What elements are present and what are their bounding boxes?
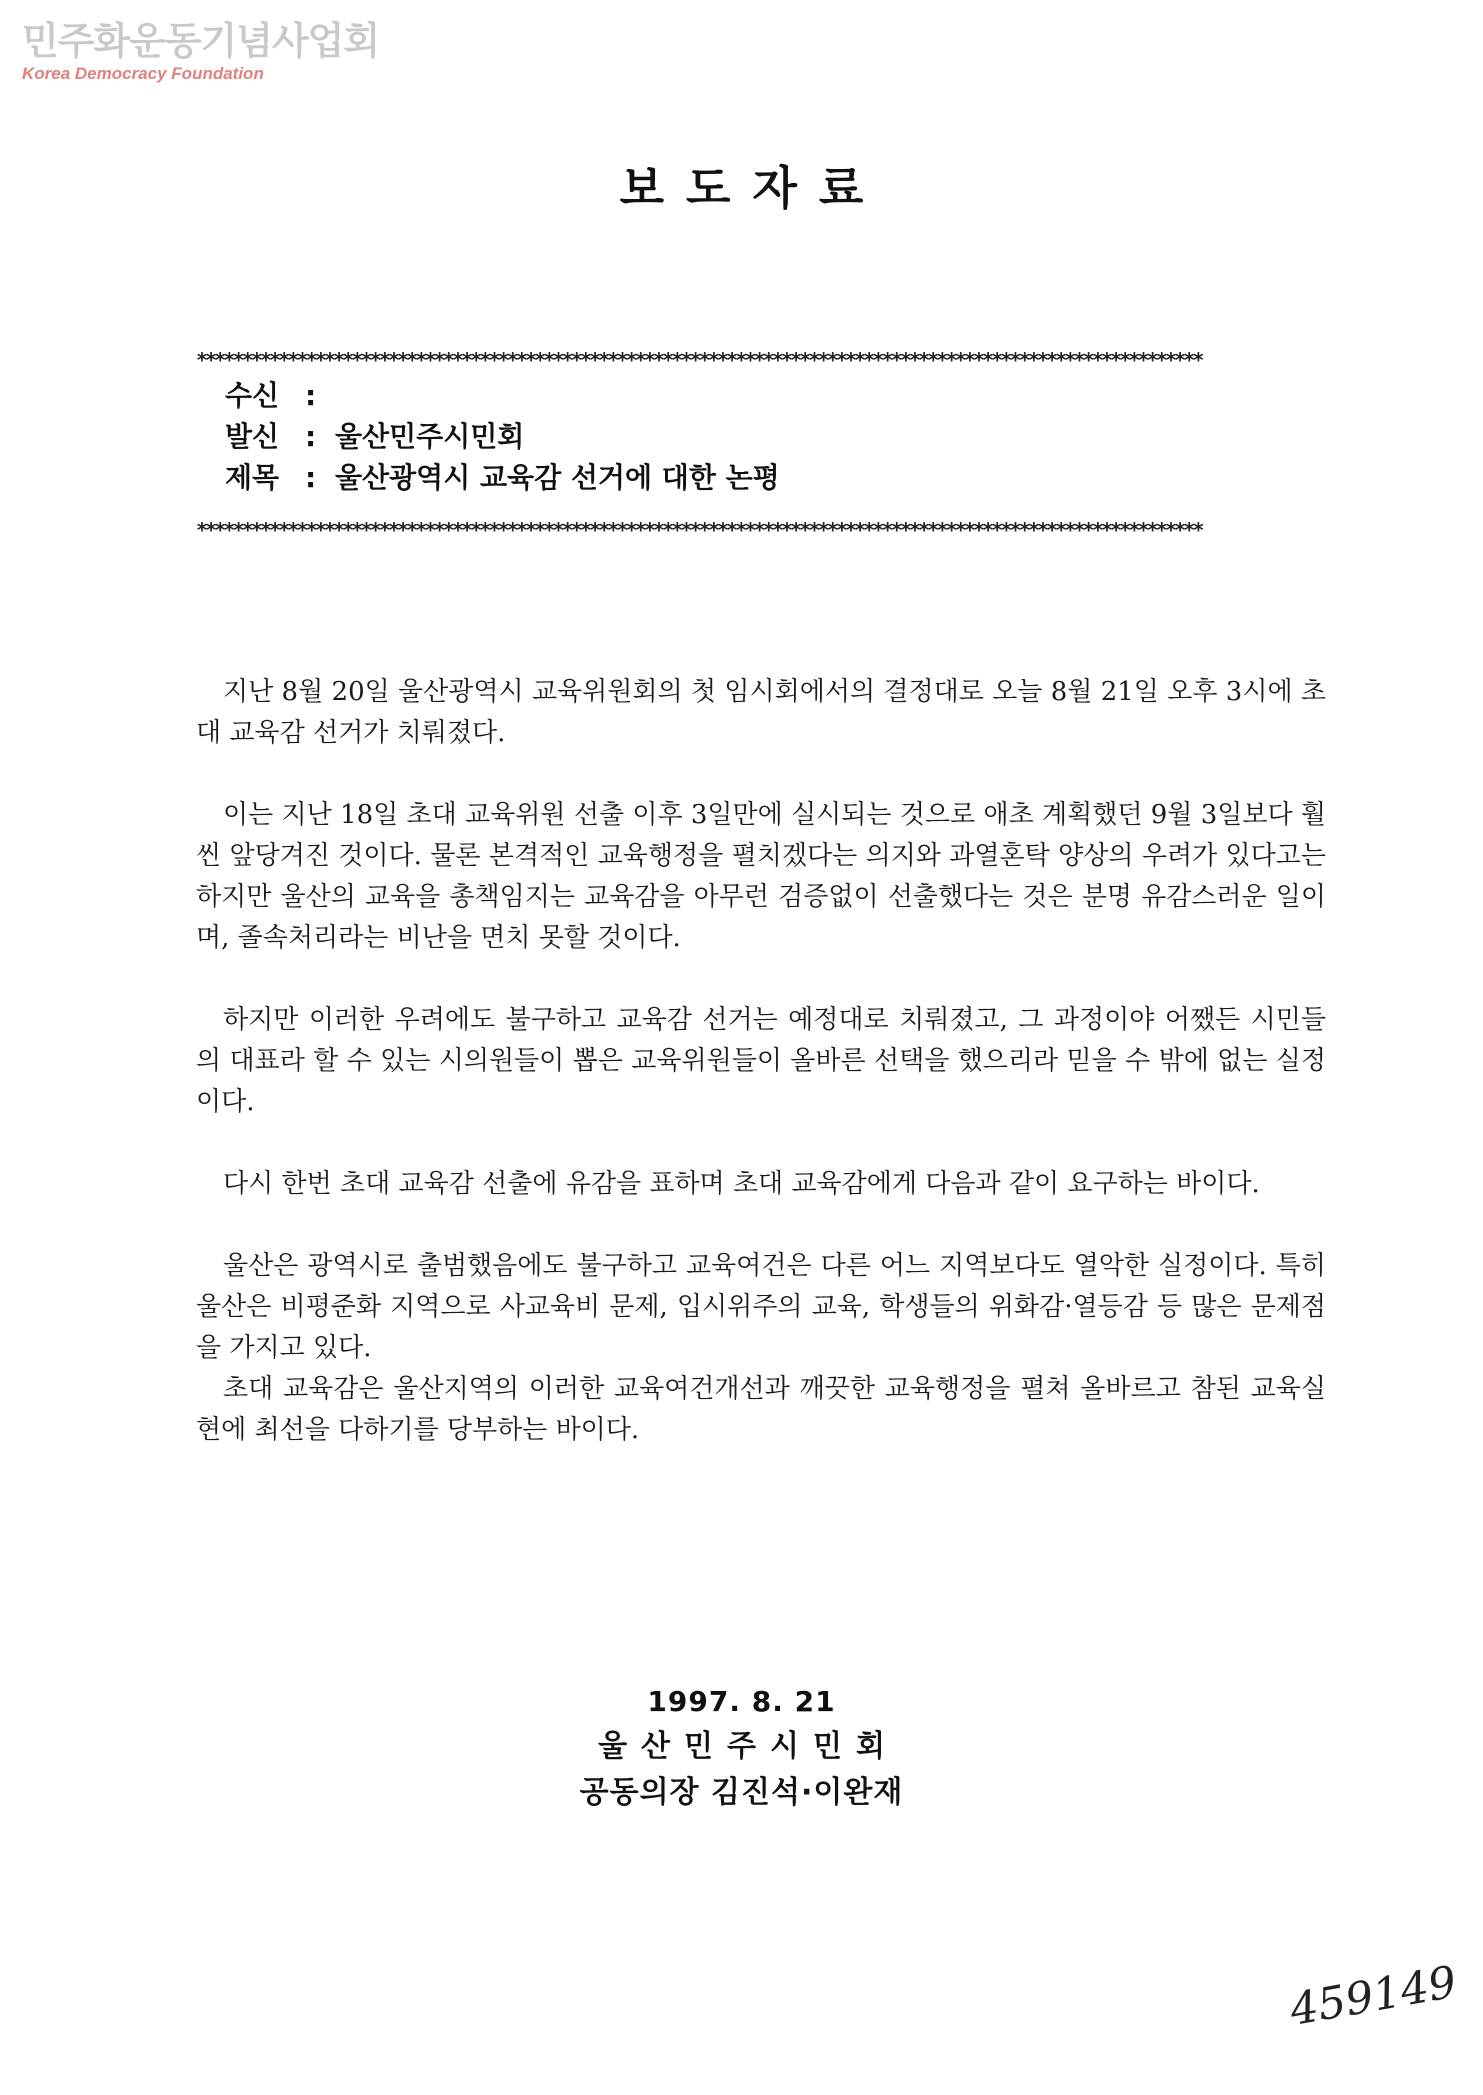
header-sep: : [305,420,317,453]
header-value: 울산민주시민회 [335,420,525,453]
watermark-korean: 민주화운동기념사업회 [22,19,380,63]
foundation-watermark [22,18,379,84]
header-label: 발신 [225,420,280,453]
header-row-sender [225,416,780,457]
header-sep: : [305,379,317,412]
body-paragraph: 다시 한번 초대 교육감 선출에 유감을 표하며 초대 교육감에게 다음과 같이 요구하는 바이다. [223,1169,1260,1199]
body-paragraph: 이는 지난 18일 초대 교육위원 선출 이후 3일만에 실시되는 것으로 애초 계획했던 9월 3일보다 훨씬 앞당겨진 것이다. 물론 본격적인 교육행정을 펼치겠다는 의지와 과열혼탁 양상의 우려가 있다고는 하지만 울산의 교육을 총책임지는 교육감을 아무런 검증없이 선출했다는 것은 분명 유감스러운 일이며, 졸속처리라는 비난을 면치 못할 것이다. [196,800,1326,953]
separator-top: ************************************************************************************************************** [196,350,1202,370]
archive-number: 459149 [1286,1956,1461,2036]
document-title: 보도자료 [619,161,886,215]
header-row-subject [225,457,780,498]
header-sep: : [305,461,317,494]
body-text [196,672,1326,1492]
body-paragraph: 하지만 이러한 우려에도 불구하고 교육감 선거는 예정대로 치뤄졌고, 그 과정이야 어쨌든 시민들의 대표라 할 수 있는 시의원들이 뽑은 교육위원들이 올바른 선택을 했으리라 믿을 수 밖에 없는 실정이다. [196,1005,1326,1117]
header-block [225,375,780,498]
signature-block [0,1680,1483,1816]
header-label: 수신 [225,379,280,412]
header-value: 울산광역시 교육감 선거에 대한 논평 [335,461,780,494]
signature-date: 1997. 8. 21 [647,1685,836,1718]
header-label: 제목 [225,461,280,494]
body-paragraph: 초대 교육감은 울산지역의 이러한 교육여건개선과 깨끗한 교육행정을 펼쳐 올바르고 참된 교육실현에 최선을 다하기를 당부하는 바이다. [196,1374,1326,1445]
separator-bottom: ************************************************************************************************************** [196,520,1202,540]
watermark-english: Korea Democracy Foundation [22,64,264,83]
body-paragraph: 울산은 광역시로 출범했음에도 불구하고 교육여건은 다른 어느 지역보다도 열악한 실정이다. 특히 울산은 비평준화 지역으로 사교육비 문제, 입시위주의 교육, 학생들의 위화감·열등감 등 많은 문제점을 가지고 있다. [196,1251,1326,1363]
signature-organization: 울산민주시민회 [598,1729,899,1764]
signature-representatives: 공동의장 김진석·이완재 [579,1775,904,1810]
body-paragraph: 지난 8월 20일 울산광역시 교육위원회의 첫 임시회에서의 결정대로 오늘 8월 21일 오후 3시에 초대 교육감 선거가 치뤄졌다. [196,677,1326,748]
header-row-recipient [225,375,780,416]
